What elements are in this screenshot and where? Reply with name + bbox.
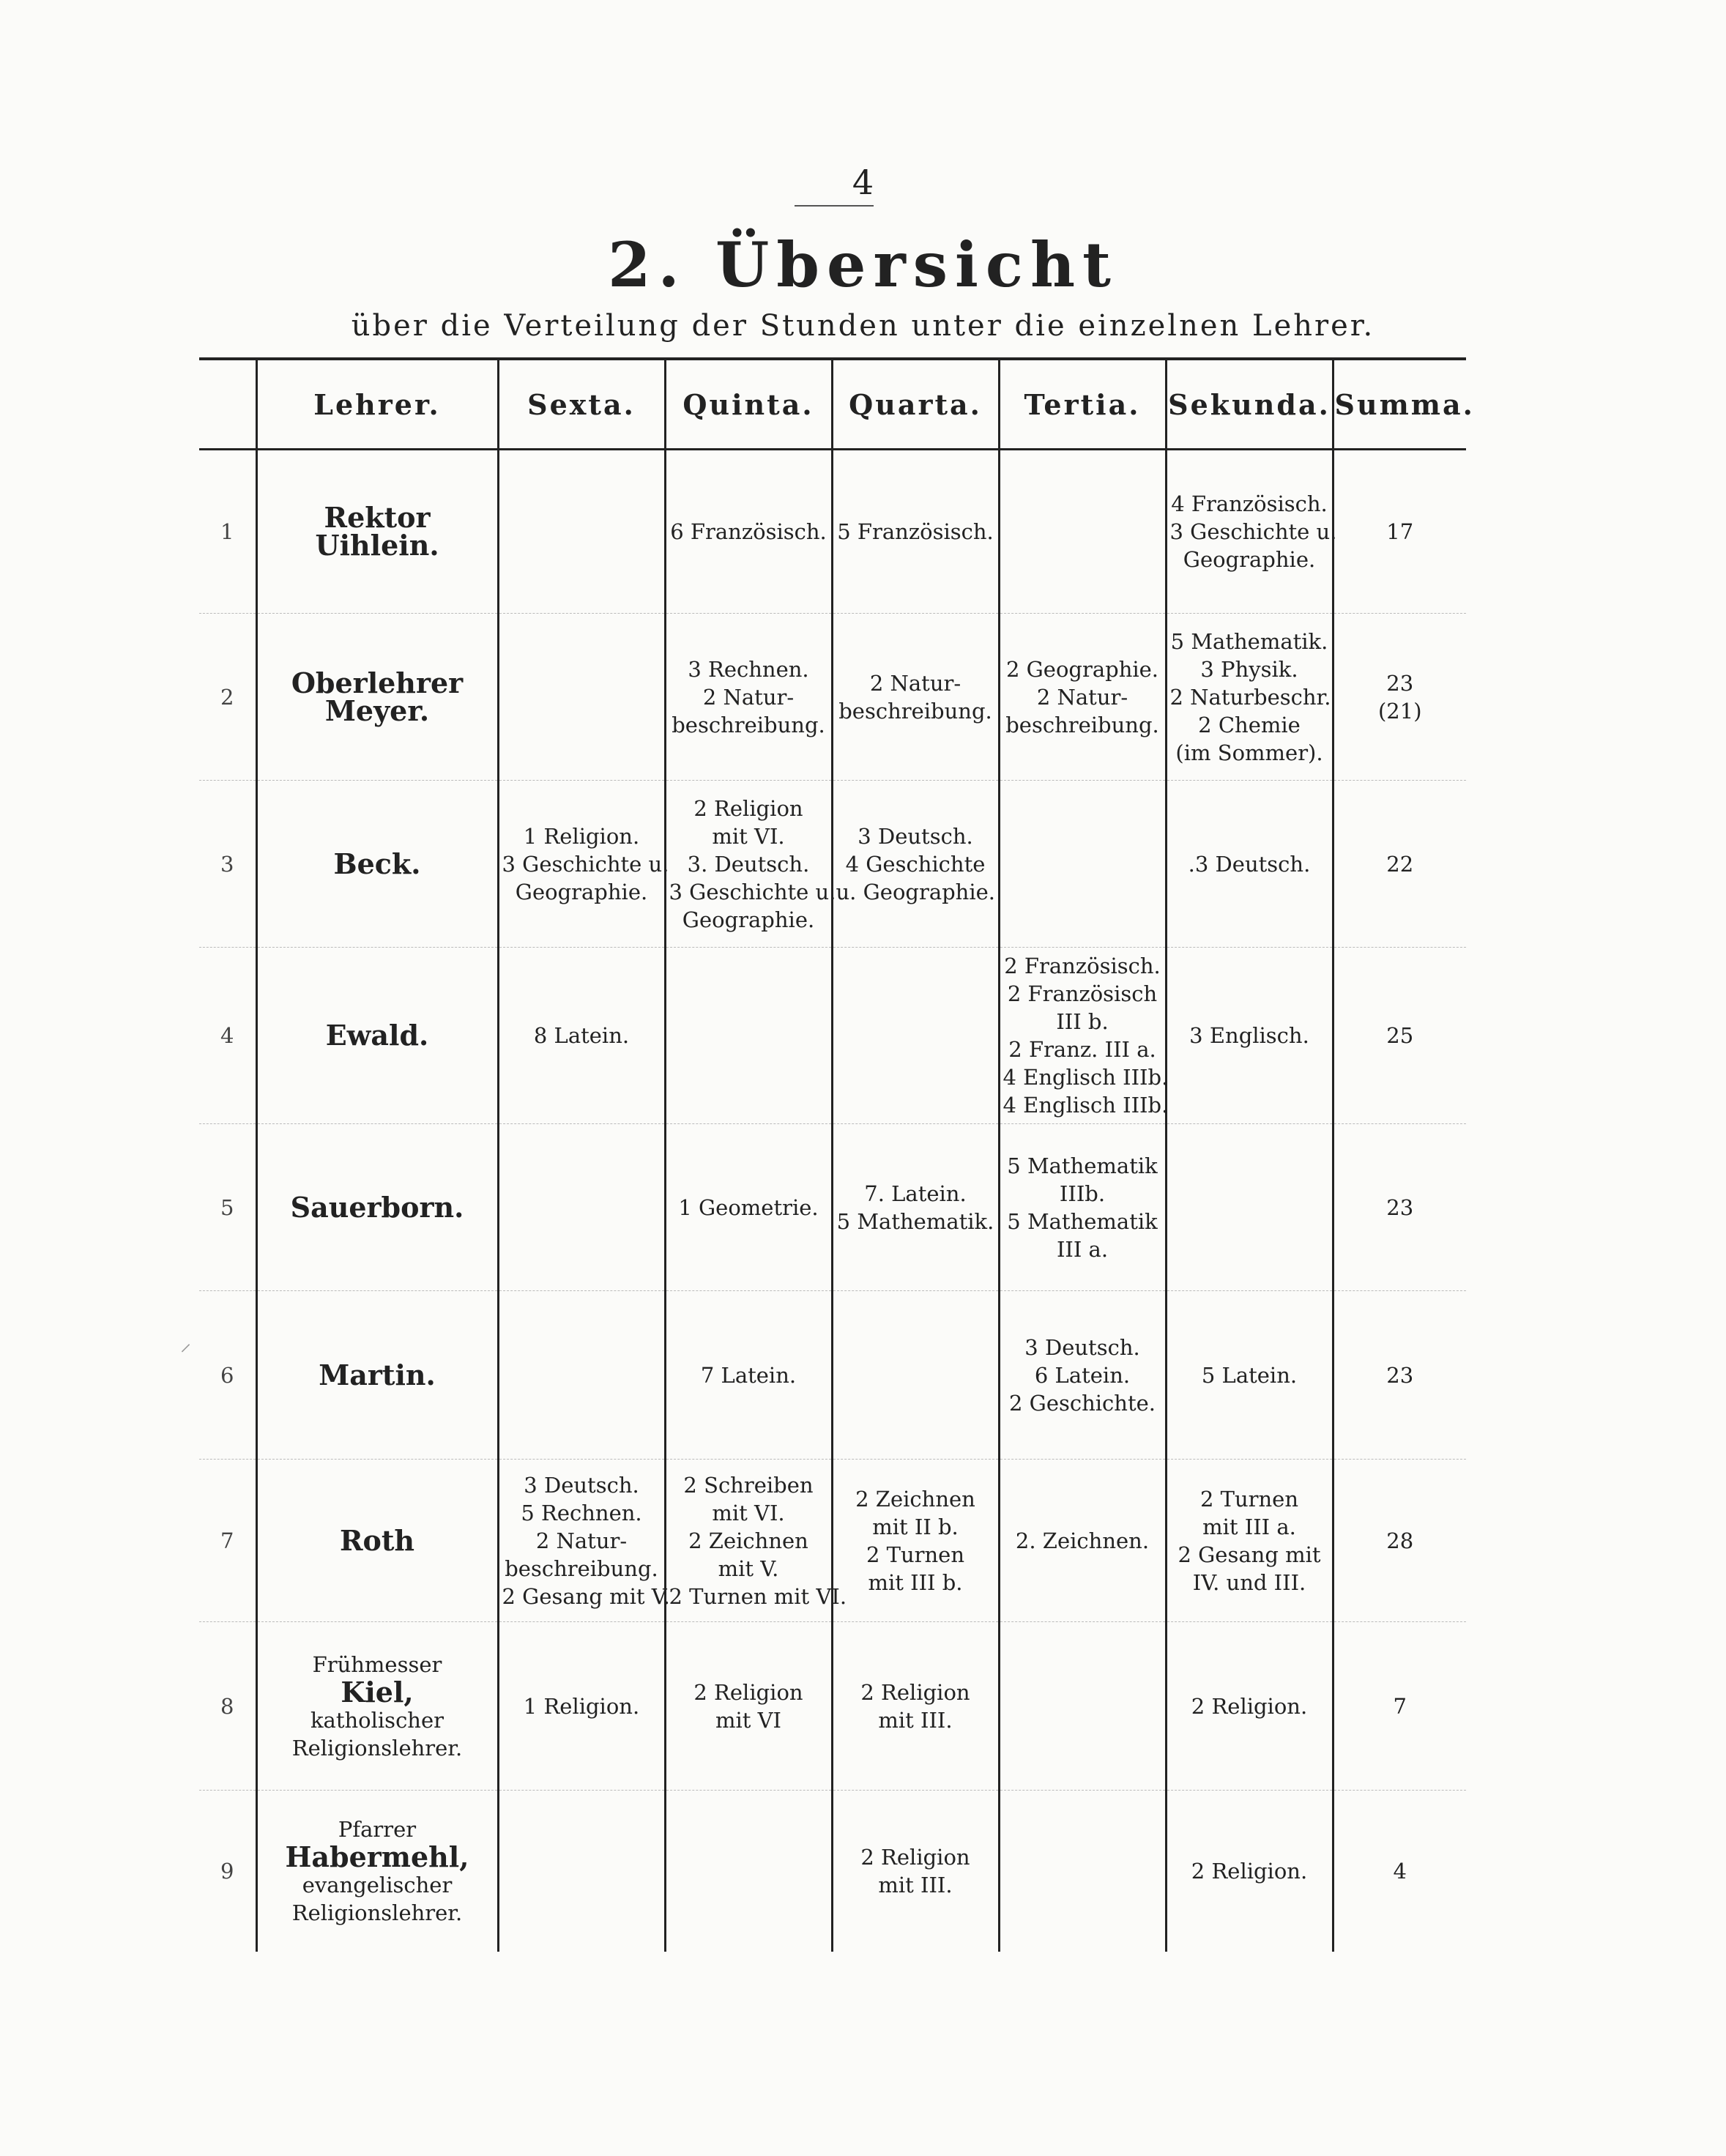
table-row: [199, 614, 1466, 781]
tertia-cell: [999, 1460, 1166, 1622]
teacher-cell: [256, 1460, 498, 1622]
table-row: [199, 948, 1466, 1124]
summa-cell: [1333, 1622, 1466, 1791]
lesson-entry: mit II b.: [872, 1514, 959, 1539]
lesson-entry: 5 Französisch.: [837, 519, 994, 544]
lesson-entry: 5 Mathematik: [1007, 1208, 1158, 1234]
sekunda-cell: [1166, 1622, 1333, 1791]
sexta-cell: [498, 1124, 665, 1291]
quinta-cell: [665, 614, 832, 781]
tertia-cell: [999, 614, 1166, 781]
row-number: 4: [199, 948, 256, 1124]
quarta-cell: [832, 1791, 999, 1952]
lesson-entry: 7 Latein.: [700, 1362, 797, 1388]
lesson-entry: 3 Deutsch.: [858, 823, 973, 849]
lesson-entry: mit VI: [715, 1707, 782, 1733]
lesson-entry: 3 Deutsch.: [1024, 1334, 1140, 1360]
teacher-name-line: Martin.: [319, 1358, 436, 1391]
lesson-entry: 2 Chemie: [1198, 712, 1301, 737]
lesson-entry: Geographie.: [515, 879, 648, 904]
teacher-cell: [256, 1291, 498, 1460]
tertia-cell: [999, 1622, 1166, 1791]
lesson-entry: 2 Religion.: [1191, 1858, 1308, 1884]
table-row: [199, 781, 1466, 948]
sekunda-cell: [1166, 948, 1333, 1124]
quinta-cell: [665, 1622, 832, 1791]
lesson-entry: mit VI.: [712, 1500, 785, 1525]
lesson-entry: 5 Latein.: [1201, 1362, 1298, 1388]
teacher-name-line: Roth: [339, 1523, 415, 1557]
teacher-name-line: Meyer.: [324, 694, 430, 727]
summa-cell: [1333, 1291, 1466, 1460]
lesson-entry: 2 Gesang mit: [1178, 1542, 1321, 1567]
sexta-cell: [498, 1460, 670, 1622]
lesson-entry: 1 Religion.: [523, 823, 640, 849]
table-body: [199, 450, 1466, 1952]
row-number: 7: [199, 1460, 256, 1622]
teacher-name-line: Frühmesser: [312, 1651, 442, 1677]
row-number: 5: [199, 1124, 256, 1291]
lesson-entry: 2 Religion.: [1191, 1693, 1308, 1719]
lesson-entry: 4 Geschichte: [845, 851, 986, 877]
quarta-cell: [832, 450, 999, 614]
margin-mark: ⸝: [180, 1331, 191, 1356]
lesson-entry: 2 Geschichte.: [1008, 1390, 1156, 1416]
lesson-entry: 2 Natur-: [1036, 684, 1128, 710]
lesson-entry: beschreibung.: [505, 1555, 658, 1581]
lesson-entry: 3 Englisch.: [1189, 1023, 1309, 1048]
sekunda-cell: [1166, 614, 1333, 781]
tertia-cell: [999, 781, 1166, 948]
header-summa: Summa.: [1333, 359, 1466, 450]
lesson-entry: 2 Natur-: [535, 1528, 628, 1553]
teacher-name-line: Religionslehrer.: [291, 1900, 463, 1925]
tertia-cell: [999, 450, 1166, 614]
sekunda-cell: [1166, 781, 1333, 948]
teacher-name-line: Oberlehrer: [291, 666, 464, 699]
lesson-entry: Geographie.: [682, 907, 815, 932]
summa-value: 7: [1393, 1693, 1407, 1719]
summa-value: 23: [1386, 1194, 1414, 1220]
table-row: [199, 1622, 1466, 1791]
lesson-entry: 2 Französisch: [1007, 981, 1158, 1006]
header-tertia: Tertia.: [999, 359, 1166, 450]
lesson-entry: 6 Latein.: [1034, 1362, 1131, 1388]
quinta-cell: [665, 948, 832, 1124]
lesson-entry: 7. Latein.: [864, 1181, 967, 1206]
quarta-cell: [832, 1460, 999, 1622]
row-number: 2: [199, 614, 256, 781]
page-number-rule: [795, 205, 874, 207]
row-number: 8: [199, 1622, 256, 1791]
lesson-entry: III a.: [1056, 1236, 1109, 1262]
table-row: [199, 1124, 1466, 1291]
teacher-cell: [256, 781, 498, 948]
sekunda-cell: [1166, 1791, 1333, 1952]
teacher-name-line: Beck.: [333, 847, 421, 880]
lesson-entry: 2 Französisch.: [1004, 954, 1161, 978]
quarta-cell: [832, 948, 999, 1124]
quinta-cell: [665, 781, 836, 948]
lesson-entry: 4 Französisch.: [1171, 491, 1328, 516]
lesson-entry: 1 Geometrie.: [678, 1194, 819, 1220]
lesson-entry: Geographie.: [1183, 547, 1316, 572]
tertia-cell: [999, 1791, 1166, 1952]
header-number: [199, 359, 256, 450]
sexta-cell: [498, 948, 665, 1124]
teacher-cell: [256, 1622, 498, 1791]
summa-cell: [1333, 1791, 1466, 1952]
row-number: 9: [220, 1858, 234, 1884]
summa-value: 28: [1386, 1528, 1414, 1553]
teacher-name-line: evangelischer: [302, 1872, 453, 1897]
lesson-entry: u. Geographie.: [836, 879, 996, 904]
lesson-entry: mit V.: [718, 1555, 779, 1581]
tertia-cell: [999, 948, 1169, 1124]
table-row: [199, 450, 1466, 614]
summa-value: 4: [1393, 1858, 1407, 1884]
teacher-cell: [256, 614, 498, 781]
lesson-entry: 3 Deutsch.: [524, 1472, 639, 1498]
lesson-entry: 2 Religion: [860, 1844, 970, 1870]
lesson-entry: mit III.: [878, 1872, 953, 1897]
header-sexta: Sexta.: [498, 359, 665, 450]
lesson-entry: 3 Rechnen.: [688, 656, 809, 682]
quinta-cell: [665, 450, 832, 614]
teacher-name-line: Rektor: [324, 501, 431, 534]
lesson-entry: 5 Mathematik.: [1170, 628, 1328, 654]
quarta-cell: [832, 614, 999, 781]
page-number: 4: [852, 163, 874, 202]
teacher-name-line: Uihlein.: [315, 529, 439, 562]
teacher-cell: [256, 948, 498, 1124]
header-teacher: Lehrer.: [256, 359, 498, 450]
quarta-cell: [832, 781, 999, 948]
lesson-entry: beschreibung.: [1005, 712, 1159, 737]
lesson-entry: 2 Turnen: [1199, 1486, 1299, 1512]
lesson-entry: 5 Mathematik: [1007, 1153, 1158, 1178]
lesson-entry: 2 Turnen mit VI.: [669, 1583, 847, 1609]
summa-value: 25: [1386, 1023, 1414, 1048]
teacher-name-line: katholischer: [310, 1707, 444, 1733]
lesson-entry: 2 Franz. III a.: [1008, 1037, 1156, 1062]
summa-value: 22: [1386, 851, 1414, 877]
summa-cell: [1333, 1460, 1466, 1622]
lesson-entry: 2 Natur-: [702, 684, 795, 710]
lesson-entry: 2 Schreiben: [683, 1472, 814, 1498]
sexta-cell: [498, 614, 665, 781]
summa-cell: [1333, 781, 1466, 948]
quinta-cell: [665, 1291, 832, 1460]
summa-value: 23: [1386, 670, 1414, 696]
lesson-entry: mit VI.: [712, 823, 785, 849]
lesson-entry: 2 Natur-: [869, 670, 961, 696]
lesson-entry: 6 Französisch.: [670, 519, 827, 544]
lesson-entry: 1 Religion.: [523, 1693, 640, 1719]
teacher-name-line: Pfarrer: [338, 1816, 417, 1842]
header-quinta: Quinta.: [665, 359, 832, 450]
lesson-entry: 2 Geographie.: [1005, 656, 1159, 682]
table-row: [199, 1791, 1466, 1952]
header-sekunda: Sekunda.: [1166, 359, 1333, 450]
lesson-entry: 3 Geschichte u.: [502, 851, 669, 877]
page-title: 2. Übersicht: [608, 228, 1118, 301]
header-quarta: Quarta.: [832, 359, 999, 450]
teacher-cell: [256, 1124, 498, 1291]
lesson-entry: mit III b.: [868, 1569, 963, 1595]
summa-cell: [1333, 450, 1466, 614]
lesson-entry: mit III.: [878, 1707, 953, 1733]
lesson-entry: .3 Deutsch.: [1188, 851, 1311, 877]
sekunda-cell: [1166, 1291, 1333, 1460]
lesson-entry: (im Sommer).: [1175, 740, 1323, 765]
row-number: 1: [199, 450, 256, 614]
quinta-cell: [665, 1460, 847, 1622]
lesson-entry: beschreibung.: [838, 698, 992, 724]
lesson-entry: 5 Mathematik.: [836, 1208, 994, 1234]
summa-value: 17: [1386, 519, 1414, 544]
lesson-entry: mit III a.: [1202, 1514, 1296, 1539]
summa-cell: [1333, 614, 1466, 781]
lesson-entry: 2 Religion: [693, 1679, 803, 1705]
sekunda-cell: [1166, 1460, 1333, 1622]
lesson-entry: 5 Rechnen.: [521, 1500, 642, 1525]
lesson-entry: 4 Englisch IIIb.: [1003, 1093, 1169, 1118]
lesson-entry: beschreibung.: [672, 712, 825, 737]
tertia-cell: [999, 1124, 1166, 1291]
quinta-cell: [665, 1124, 832, 1291]
lesson-entry: 3. Deutsch.: [687, 851, 810, 877]
summa-value: 23: [1386, 1362, 1414, 1388]
lesson-entry: 2 Zeichnen: [855, 1486, 975, 1512]
lesson-entry: IIIb.: [1059, 1181, 1106, 1206]
teacher-name-line: Religionslehrer.: [291, 1735, 463, 1761]
teacher-name-line: Sauerborn.: [290, 1190, 464, 1224]
quarta-cell: [832, 1124, 999, 1291]
quarta-cell: [832, 1291, 999, 1460]
lesson-entry: 2 Gesang mit V.: [502, 1583, 670, 1609]
page-subtitle: über die Verteilung der Stunden unter die einzelnen Lehrer.: [351, 309, 1375, 343]
teacher-name-line: Ewald.: [325, 1019, 429, 1052]
lesson-entry: 2 Religion: [860, 1679, 970, 1705]
tertia-cell: [999, 1291, 1166, 1460]
quarta-cell: [832, 1622, 999, 1791]
sexta-cell: [498, 1791, 665, 1952]
quinta-cell: [665, 1791, 832, 1952]
teacher-name-line: Habermehl,: [285, 1840, 469, 1873]
row-number: 3: [199, 781, 256, 948]
teacher-name-line: Kiel,: [341, 1675, 414, 1709]
sekunda-cell: [1166, 450, 1337, 614]
summa-value: (21): [1377, 698, 1422, 724]
table-header-row: [199, 359, 1466, 450]
sexta-cell: [498, 781, 669, 948]
lesson-entry: 8 Latein.: [533, 1023, 630, 1048]
teacher-cell: [256, 450, 498, 614]
lesson-entry: III b.: [1056, 1009, 1109, 1034]
lesson-entry: 3 Geschichte u.: [669, 879, 836, 904]
summa-cell: [1333, 948, 1466, 1124]
lesson-entry: 2 Naturbeschr.: [1169, 684, 1331, 710]
lesson-entry: 3 Geschichte u.: [1169, 519, 1337, 544]
summa-cell: [1333, 1124, 1466, 1291]
lesson-entry: 2 Turnen: [866, 1542, 965, 1567]
row-number: 6: [199, 1291, 256, 1460]
lesson-entry: 4 Englisch IIIb.: [1003, 1065, 1169, 1090]
lesson-entry: 3 Physik.: [1200, 656, 1298, 682]
sekunda-cell: [1166, 1124, 1333, 1291]
lesson-entry: 2 Religion: [693, 795, 803, 821]
teacher-cell: [256, 1791, 498, 1952]
table-row: [199, 1460, 1466, 1622]
table-row: [199, 1291, 1466, 1460]
sexta-cell: [498, 1622, 665, 1791]
lesson-entry: IV. und III.: [1192, 1569, 1306, 1595]
sexta-cell: [498, 1291, 665, 1460]
schedule-table: [199, 357, 1475, 1952]
lesson-entry: 2 Zeichnen: [688, 1528, 808, 1553]
sexta-cell: [498, 450, 665, 614]
lesson-entry: 2. Zeichnen.: [1015, 1528, 1150, 1553]
